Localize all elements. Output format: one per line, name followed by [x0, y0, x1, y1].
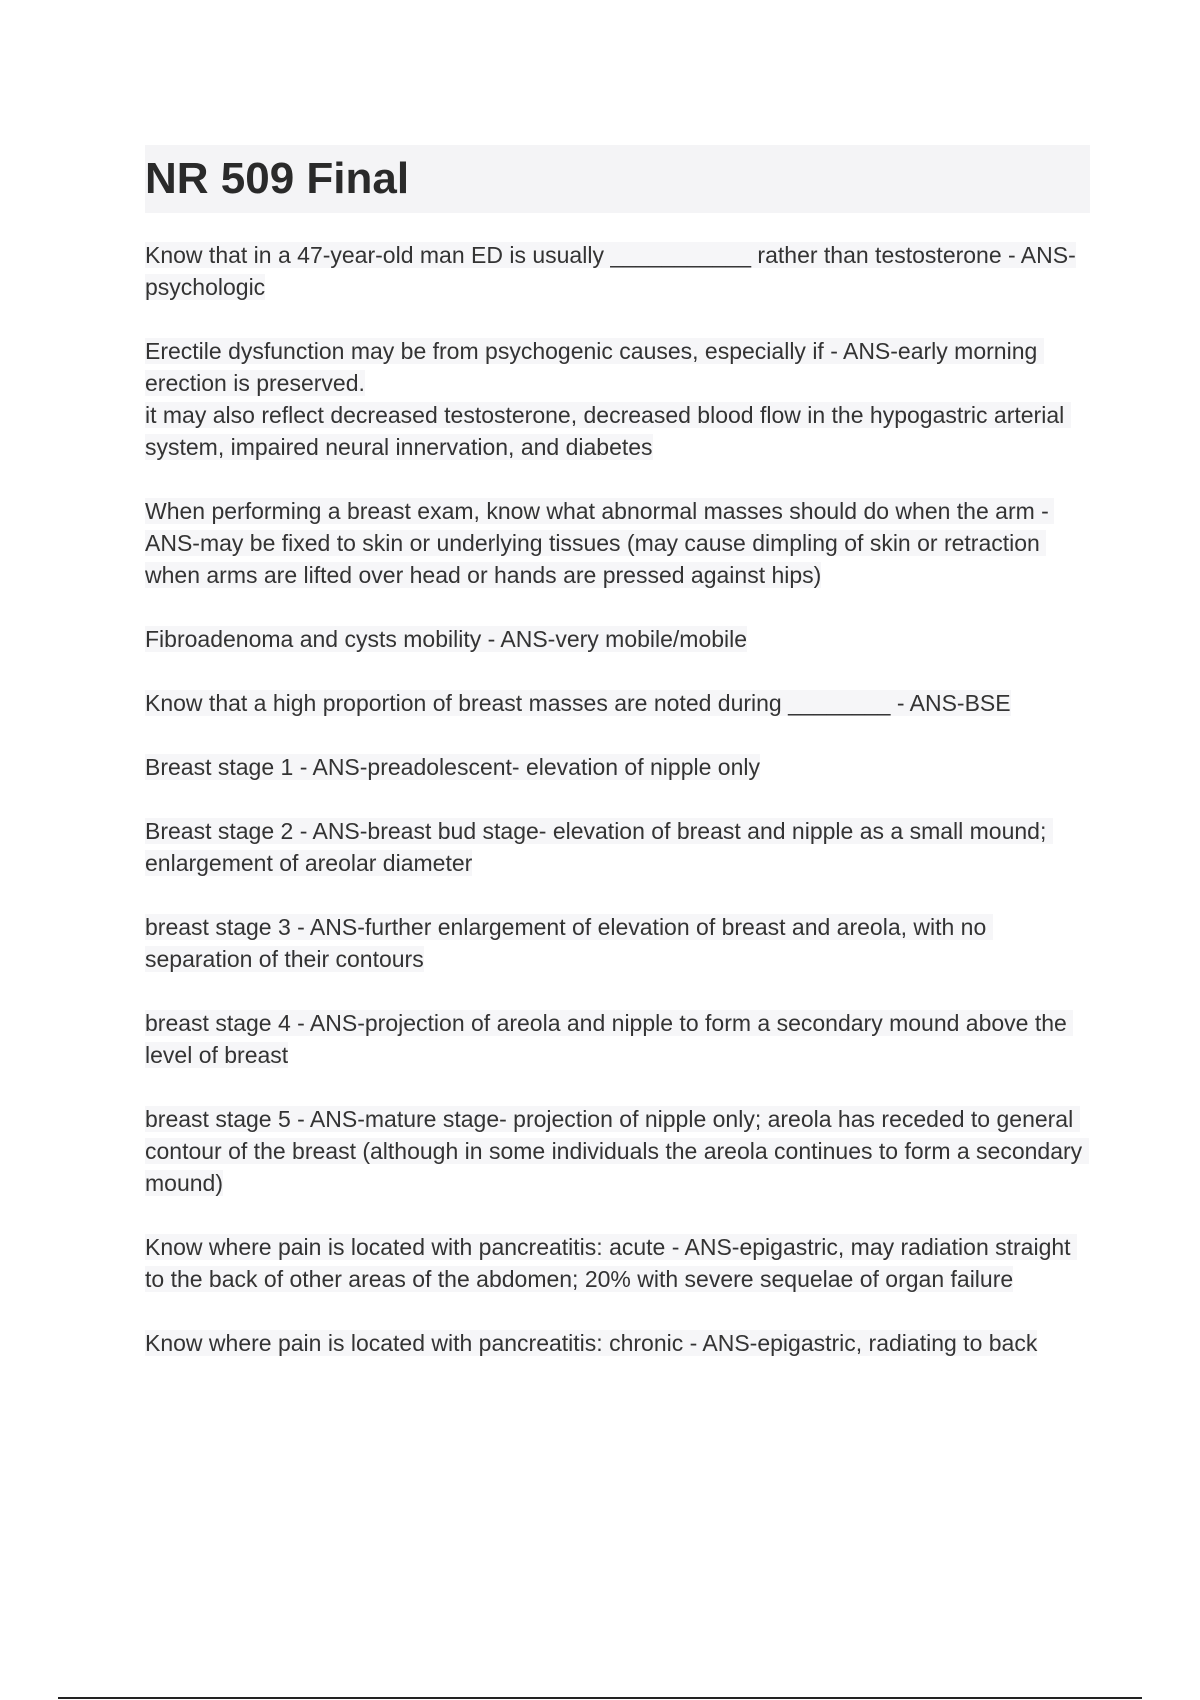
- qa-item: [145, 1231, 1090, 1295]
- title-bar: [145, 145, 1090, 213]
- qa-text: Fibroadenoma and cysts mobility - ANS-very mobile/mobile: [145, 626, 748, 652]
- qa-text: breast stage 4 - ANS-projection of areola and nipple to form a secondary mound above the level of breast: [145, 1010, 1074, 1068]
- qa-item: [145, 911, 1090, 975]
- qa-item: [145, 1007, 1090, 1071]
- qa-item: [145, 623, 1090, 655]
- qa-text: Know that in a 47-year-old man ED is usually ___________ rather than testosterone - ANS-psychologic: [145, 242, 1076, 300]
- bottom-divider: [58, 1697, 1142, 1699]
- qa-item: [145, 335, 1090, 463]
- qa-text: Breast stage 1 - ANS-preadolescent- elevation of nipple only: [145, 754, 760, 780]
- qa-text: Know where pain is located with pancreatitis: chronic - ANS-epigastric, radiating to back: [145, 1330, 1038, 1356]
- qa-item: [145, 1327, 1090, 1359]
- qa-item: [145, 751, 1090, 783]
- qa-item: [145, 495, 1090, 591]
- qa-text: Breast stage 2 - ANS-breast bud stage- elevation of breast and nipple as a small mound; enlargement of areolar diameter: [145, 818, 1053, 876]
- qa-text: Know that a high proportion of breast masses are noted during ________ - ANS-BSE: [145, 690, 1011, 716]
- qa-text: Know where pain is located with pancreatitis: acute - ANS-epigastric, may radiation straight to the back of other areas of the abdomen; 20% with severe sequelae of organ failure: [145, 1234, 1077, 1292]
- qa-text: Erectile dysfunction may be from psychogenic causes, especially if - ANS-early morning erection is preserved. it may also reflect decreased testosterone, decreased blood flow in the hypogastric arterial system, impaired neural innervation, and diabetes: [145, 338, 1071, 460]
- qa-text: breast stage 3 - ANS-further enlargement of elevation of breast and areola, with no separation of their contours: [145, 914, 993, 972]
- qa-item: [145, 687, 1090, 719]
- qa-text: breast stage 5 - ANS-mature stage- projection of nipple only; areola has receded to general contour of the breast (although in some individuals the areola continues to form a secondary mound): [145, 1106, 1089, 1196]
- page-title: NR 509 Final: [145, 154, 410, 203]
- qa-item: [145, 1103, 1090, 1199]
- document-page: [145, 145, 1090, 1391]
- qa-list: [145, 239, 1090, 1391]
- qa-item: [145, 815, 1090, 879]
- qa-item: [145, 239, 1090, 303]
- qa-text: When performing a breast exam, know what abnormal masses should do when the arm - ANS-may be fixed to skin or underlying tissues (may cause dimpling of skin or retraction when arms are lifted over head or hands are pressed against hips): [145, 498, 1054, 588]
